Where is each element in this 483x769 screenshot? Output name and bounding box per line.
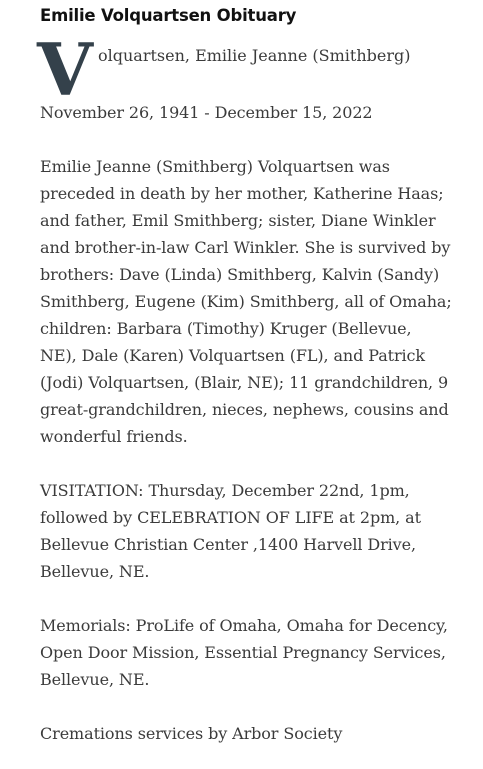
obituary-article xyxy=(37,4,455,747)
cremation-paragraph: Cremations services by Arbor Society xyxy=(40,724,343,743)
biography-paragraph: Emilie Jeanne (Smithberg) Volquartsen was preceded in death by her mother, Katherine Haas; and father, Emil Smithberg; sister, Diane Winkler and brother-in-law Carl Winkler. She is survived by brothers: Dave (Linda) Smithberg, Kalvin (Sandy) Smithberg, Eugene (Kim) Smithberg, all of Omaha; children: Barbara (Timothy) Kruger (Bellevue, NE), Dale (Karen) Volquartsen (FL), and Patrick (Jodi) Volquartsen, (Blair, NE); 11 grandchildren, 9 great-grandchildren, nieces, nephews, cousins and wonderful friends. xyxy=(40,157,452,446)
obituary-headline: Emilie Volquartsen Obituary xyxy=(40,6,297,25)
visitation-paragraph: VISITATION: Thursday, December 22nd, 1pm, followed by CELEBRATION OF LIFE at 2pm, at Bellevue Christian Center ,1400 Harvell Drive, Bellevue, NE. xyxy=(40,481,421,581)
life-dates: November 26, 1941 - December 15, 2022 xyxy=(40,103,373,122)
drop-cap: V xyxy=(37,27,93,112)
memorials-paragraph: Memorials: ProLife of Omaha, Omaha for Decency, Open Door Mission, Essential Pregnancy Services, Bellevue, NE. xyxy=(40,616,448,689)
obituary-lead xyxy=(37,27,455,112)
deceased-full-name: olquartsen, Emilie Jeanne (Smithberg) xyxy=(98,46,411,65)
